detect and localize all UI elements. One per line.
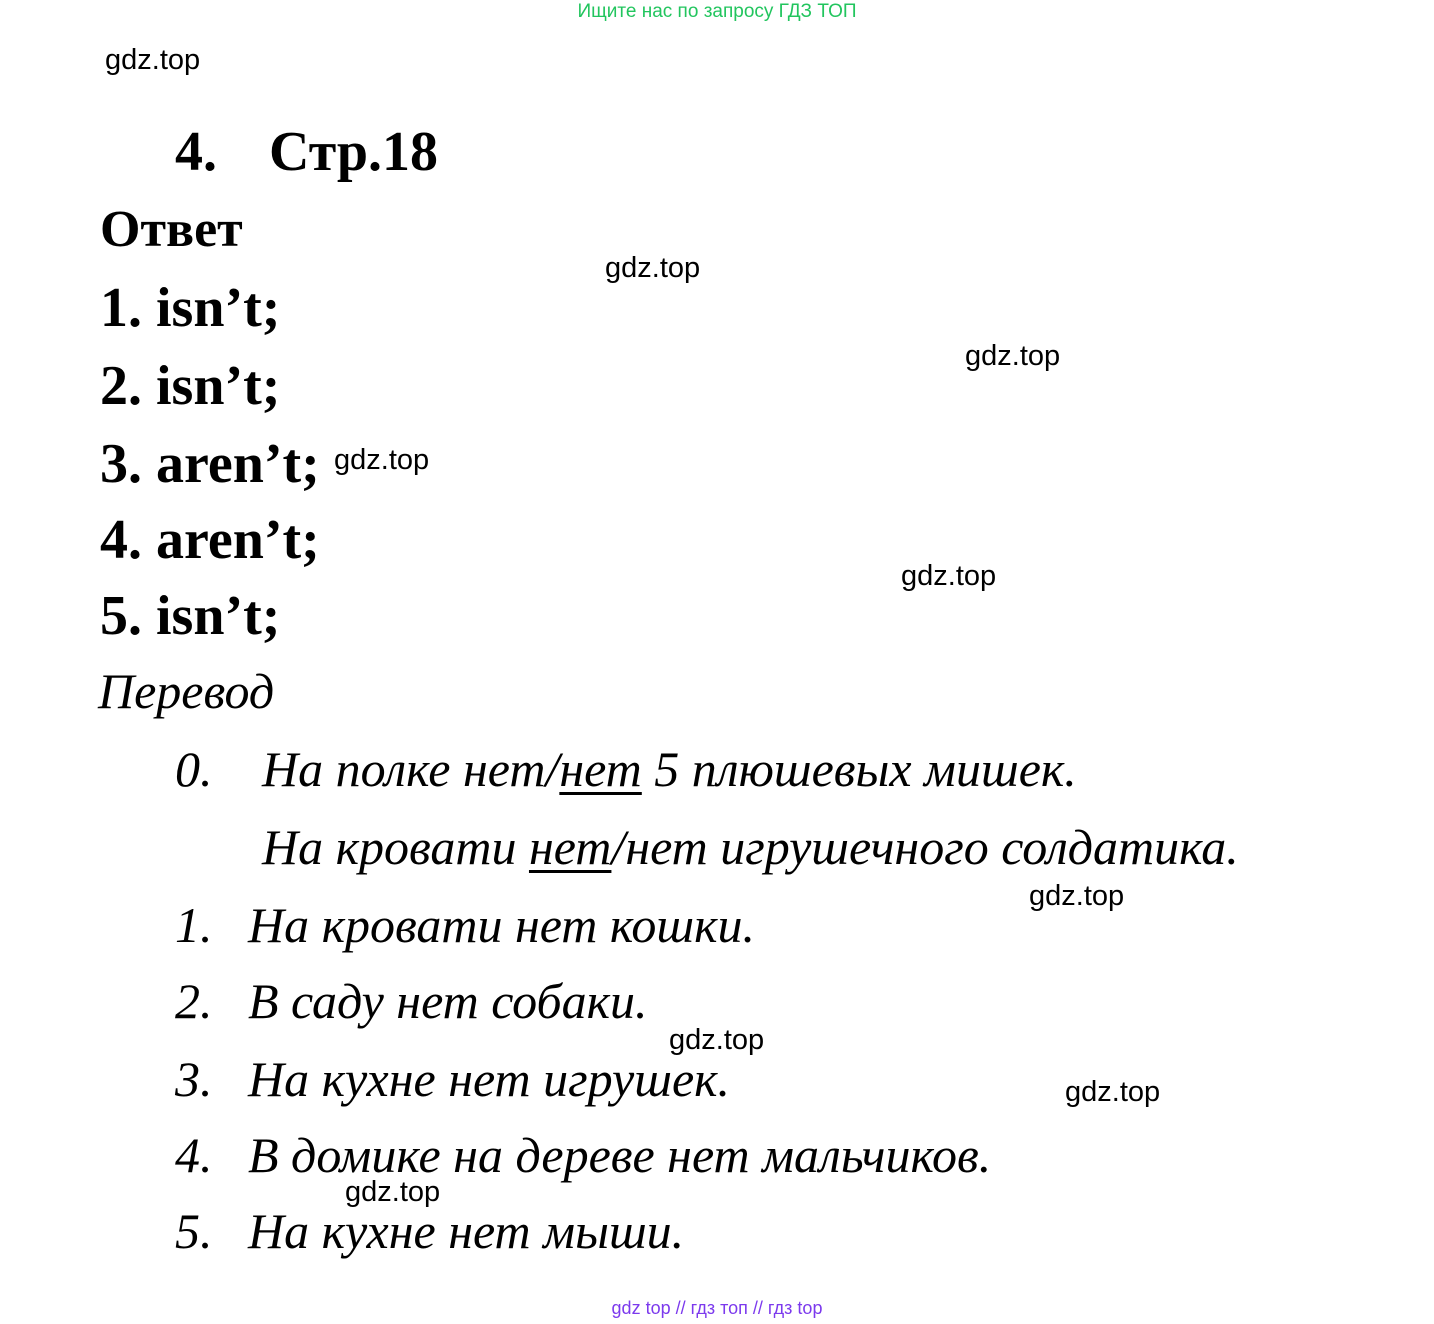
watermark: gdz.top (105, 44, 201, 76)
exercise-heading (175, 120, 438, 184)
top-banner-link[interactable]: Ищите нас по запросу ГДЗ ТОП (577, 1, 857, 22)
translation-item-text: На кровати нет кошки. (248, 897, 756, 953)
watermark: gdz.top (1029, 880, 1125, 912)
answer-item: 4. aren’t; (100, 509, 320, 571)
watermark: gdz.top (605, 252, 701, 284)
example-line2-pre: На кровати (262, 819, 529, 875)
translation-example-line1 (262, 740, 1077, 798)
example-line2-post: /нет игрушечного солдатика. (611, 819, 1239, 875)
exercise-number: 4. (175, 121, 217, 183)
translation-item-text: На кухне нет мыши. (248, 1203, 685, 1259)
translation-title: Перевод (98, 663, 275, 719)
footer-links[interactable]: gdz top // гдз топ // гдз top (611, 1298, 823, 1318)
example-line1-post: 5 плюшевых мишек. (641, 741, 1077, 797)
translation-item-text: В саду нет собаки. (248, 973, 648, 1029)
watermark: gdz.top (345, 1176, 441, 1208)
translation-item-number: 2. (175, 973, 213, 1029)
translation-item-number: 3. (175, 1051, 213, 1107)
translation-example-line2 (262, 818, 1239, 876)
watermark: gdz.top (1065, 1076, 1161, 1108)
example-line2-underlined: нет (528, 819, 612, 875)
translation-item-number: 5. (175, 1203, 213, 1259)
answer-item: 5. isn’t; (100, 585, 281, 647)
answer-title: Ответ (100, 201, 243, 258)
page-reference: Стр.18 (269, 121, 439, 183)
answer-item: 2. isn’t; (100, 355, 281, 417)
translation-item-text: В домике на дереве нет мальчиков. (248, 1127, 992, 1183)
translation-example-number: 0. (175, 741, 213, 797)
watermark: gdz.top (965, 340, 1061, 372)
translation-item-number: 4. (175, 1127, 213, 1183)
answer-item: 3. aren’t; (100, 433, 320, 495)
translation-item-text: На кухне нет игрушек. (248, 1051, 731, 1107)
example-line1-underlined: нет (559, 741, 642, 797)
translation-item-number: 1. (175, 897, 213, 953)
watermark: gdz.top (334, 444, 430, 476)
answer-item: 1. isn’t; (100, 277, 281, 339)
watermark: gdz.top (901, 560, 997, 592)
watermark: gdz.top (669, 1024, 765, 1056)
example-line1-pre: На полке нет/ (262, 741, 560, 797)
